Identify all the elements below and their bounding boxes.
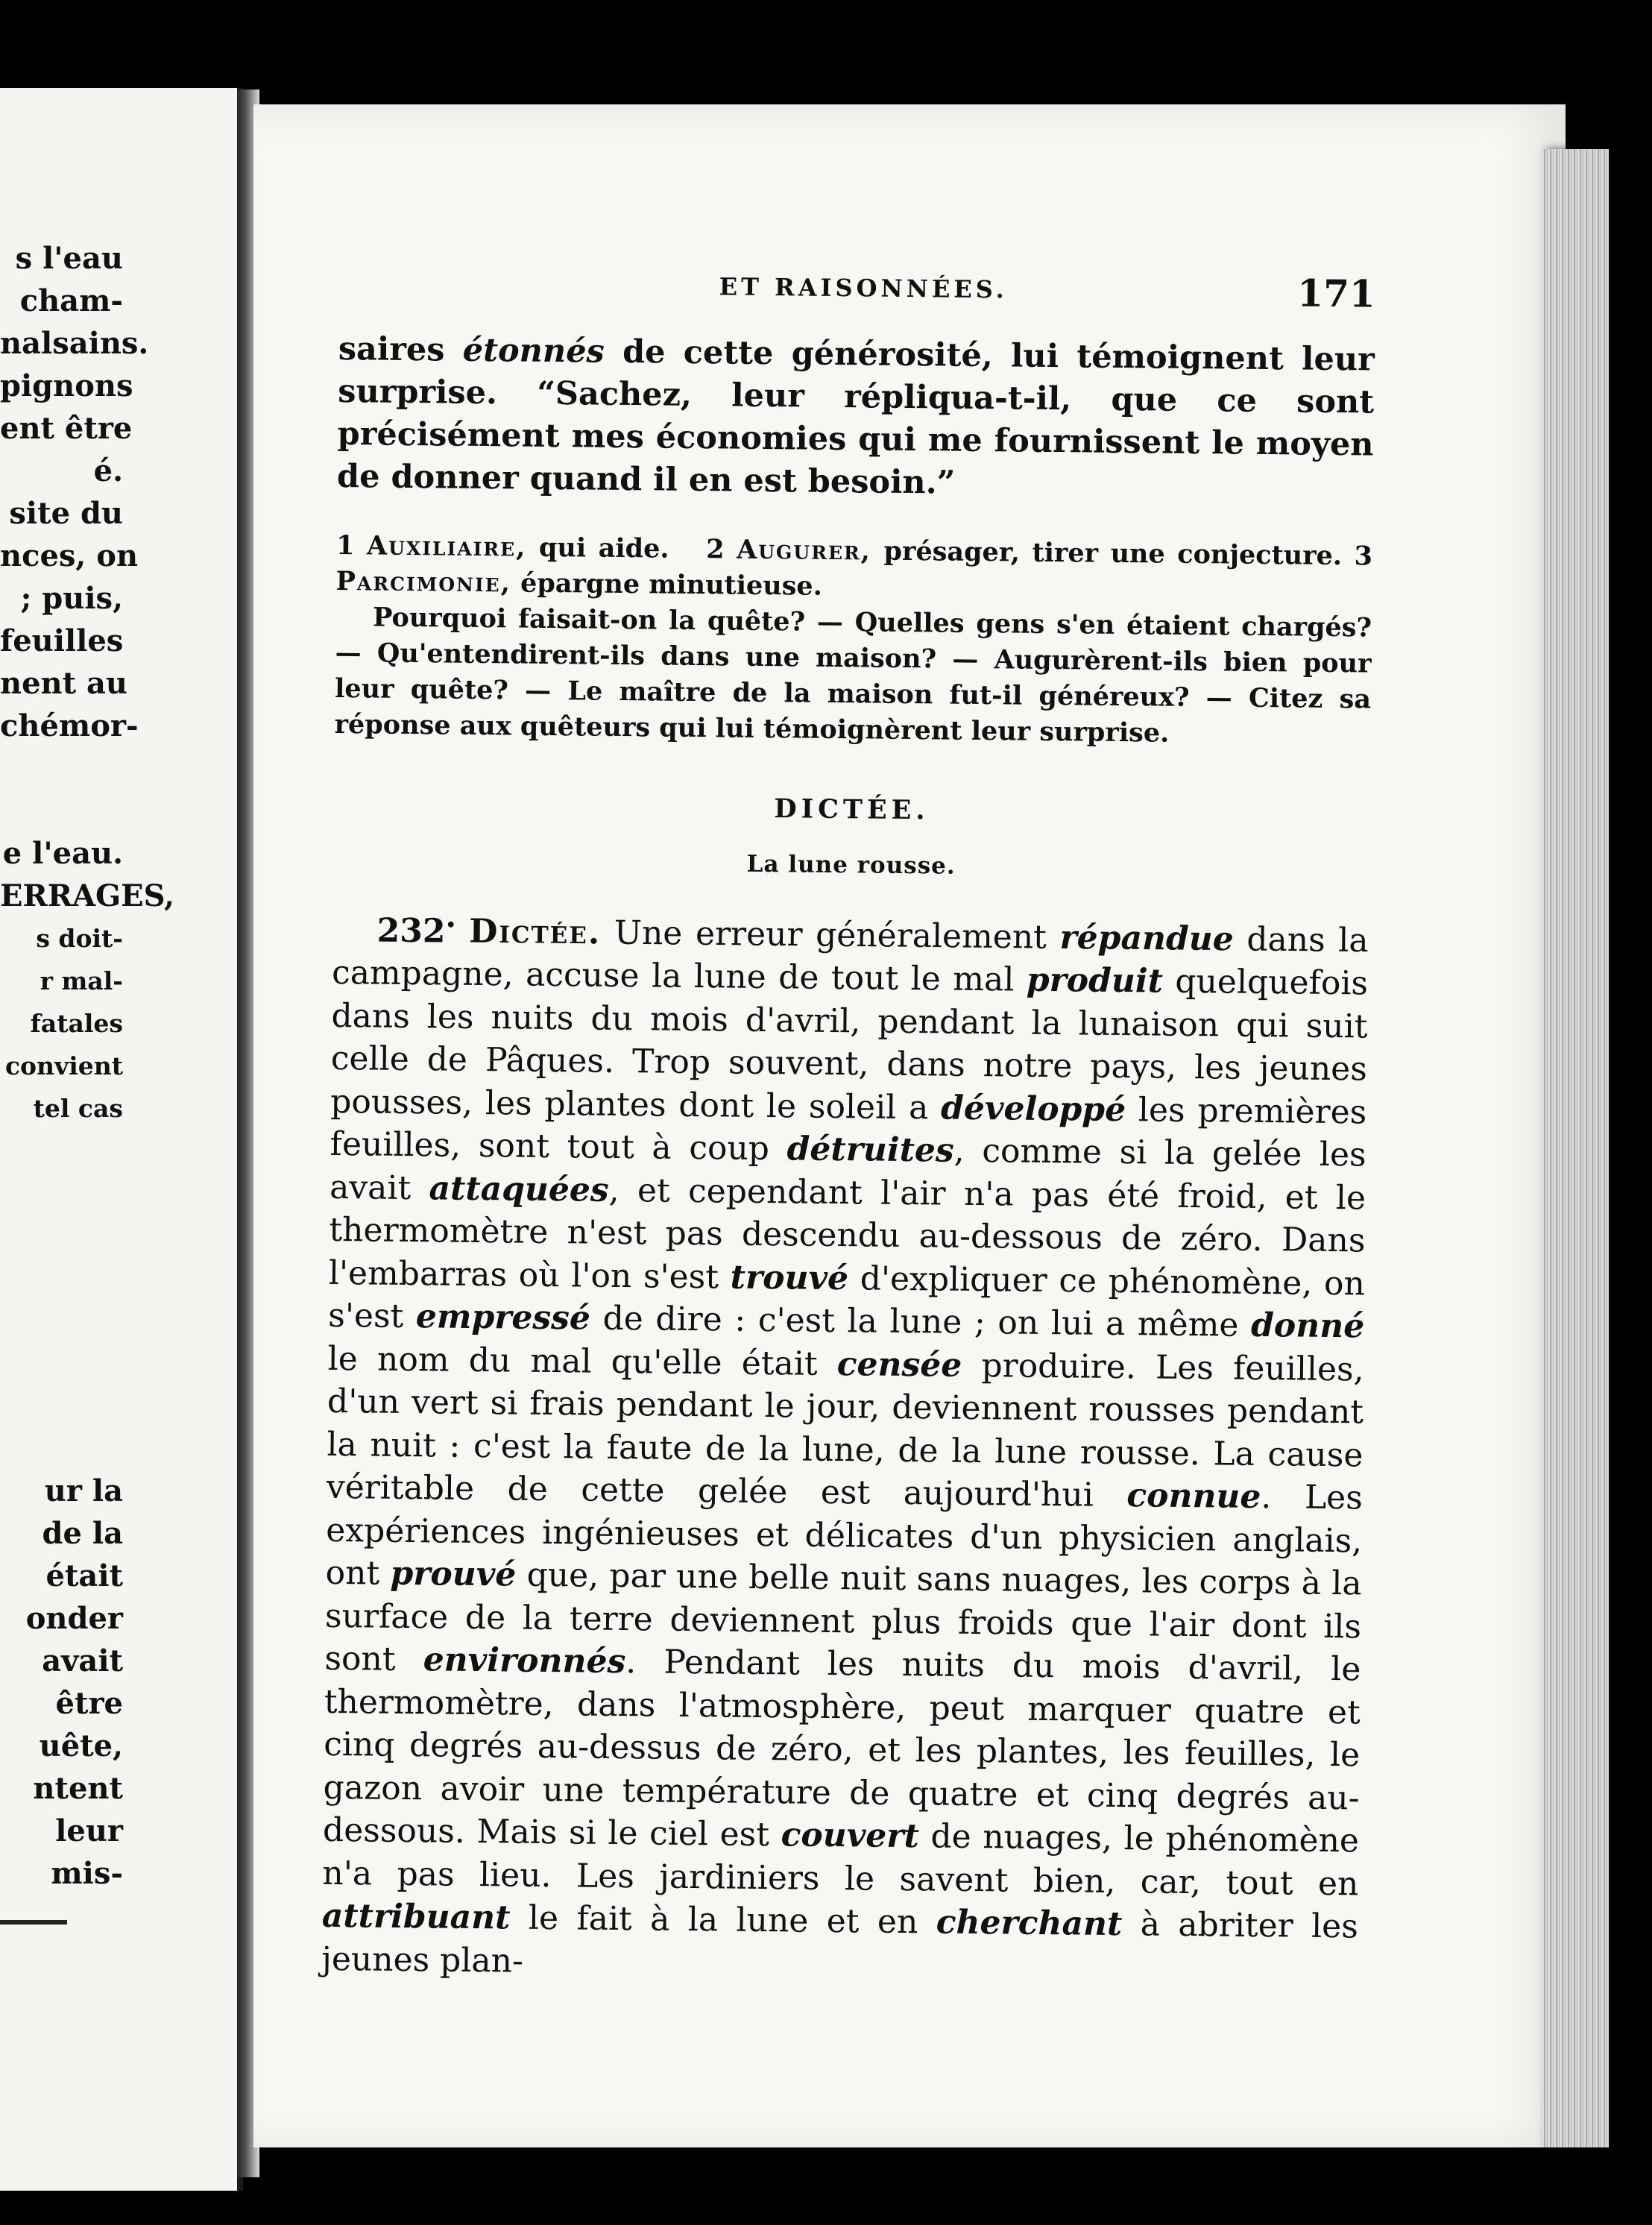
left-page-line: ; puis, xyxy=(20,581,123,616)
left-page-line: convient xyxy=(4,1051,123,1080)
exercise-number-value: 232 xyxy=(376,911,446,951)
left-page-line: cham- xyxy=(19,283,123,318)
intro-text-1: saires xyxy=(338,330,464,369)
footnote-term: Auxiliaire, xyxy=(366,530,527,563)
intro-emphasis: étonnés xyxy=(462,331,605,371)
left-page-line: onder xyxy=(25,1601,123,1636)
exercise-label: Dictée. xyxy=(469,912,602,952)
italic-word: donné xyxy=(1250,1306,1365,1346)
italic-word: attaquées xyxy=(429,1168,609,1209)
left-page xyxy=(0,88,243,2191)
italic-word: développé xyxy=(940,1089,1126,1129)
italic-word: environnés xyxy=(423,1640,626,1681)
left-page-line: s l'eau xyxy=(15,241,123,276)
left-page-line: ntent xyxy=(33,1771,123,1806)
dictation-text-run: , comme si la gelée les avait xyxy=(329,1131,1366,1207)
dictation-text-run: de dire : c'est la lune ; on lui a même xyxy=(590,1299,1252,1345)
left-page-line: s doit- xyxy=(36,924,123,953)
left-page-line: é. xyxy=(93,453,123,488)
italic-word: attribuant xyxy=(321,1897,511,1937)
italic-word: connue xyxy=(1126,1476,1261,1517)
footnote-definition: qui aide. xyxy=(526,532,669,564)
italic-word: empressé xyxy=(415,1297,591,1338)
dictation-text-run: Une erreur généralement xyxy=(600,913,1060,957)
left-page-line: était xyxy=(45,1558,123,1593)
footnote-term: Parcimonie, xyxy=(335,565,512,599)
left-page-line: tel cas xyxy=(33,1094,123,1123)
dictation-text-run: d'expliquer ce phénomène, on s'est xyxy=(328,1259,1366,1336)
footnote-definition: épargne minutieuse. xyxy=(511,567,823,602)
page-content xyxy=(321,268,1375,1992)
left-page-line: r mal- xyxy=(40,966,123,995)
left-page-line: ent être xyxy=(0,411,133,446)
left-page-line: pignons xyxy=(0,368,133,403)
left-page-line: avait xyxy=(42,1643,123,1678)
footnote-number: 2 xyxy=(705,534,737,565)
left-page-line: feuilles xyxy=(0,623,124,658)
comprehension-questions: Pourquoi faisait-on la quête? — Quelles gens s'en étaient chargés? — Qu'entendirent-ils dans une maison? — Augurèrent-ils bien pour leur quête? — Le maître de la maison fut-il généreux? — Citez sa réponse aux quêteurs qui lui témoignèrent leur surprise. xyxy=(334,602,1372,749)
left-page-line: nalsains. xyxy=(0,326,149,361)
intro-paragraph xyxy=(337,328,1375,509)
italic-word: détruites xyxy=(786,1130,954,1170)
italic-word: répandue xyxy=(1059,918,1234,959)
italic-word: couvert xyxy=(781,1816,920,1856)
left-page-line: leur xyxy=(55,1813,123,1848)
dictation-paragraph xyxy=(321,903,1369,1992)
dictation-text-run: dans la campagne, accuse la lune de tout le mal xyxy=(331,920,1369,999)
dictation-text-run: les premières feuilles, sont tout à coup xyxy=(330,1090,1367,1168)
dictation-text-run: , et cependant l'air n'a pas été froid, et le thermomètre n'est pas descendu au-dessous de zéro. Dans l'embarras où l'on s'est xyxy=(328,1171,1366,1297)
footnotes xyxy=(334,528,1372,754)
dictation-text xyxy=(321,903,1369,1992)
running-title: ET RAISONNÉES. xyxy=(719,272,1009,304)
left-page-line: fatales xyxy=(30,1009,123,1038)
italic-word: censée xyxy=(836,1344,962,1385)
page-number: 171 xyxy=(1297,271,1376,316)
left-page-line: chémor- xyxy=(0,708,139,743)
dictation-text-run: de nuages, le phénomène n'a pas lieu. Les jardiniers le savent bien, car, tout en xyxy=(322,1817,1360,1904)
left-page-line: de la xyxy=(42,1516,123,1551)
dictation-text-run: . Pendant les nuits du mois d'avril, le thermomètre, dans l'atmosphère, peut marquer quatre et cinq degrés au-dessus de zéro, et les plantes, les feuilles, le gazon avoir une température de quatre et cinq degrés au-dessous. Mais si le ciel est xyxy=(322,1643,1361,1854)
left-page-line: mis- xyxy=(51,1856,123,1891)
exercise-number: 232• xyxy=(376,911,456,951)
left-page-rule xyxy=(0,1920,67,1925)
page-edges xyxy=(1542,149,1609,2147)
section-title: DICTÉE. xyxy=(774,793,930,826)
footnote-definition: présager, tirer une conjecture. xyxy=(871,535,1343,572)
italic-word: trouvé xyxy=(730,1258,849,1297)
italic-word: cherchant xyxy=(936,1903,1123,1944)
dictation-text-run: le nom du mal qu'elle était xyxy=(327,1339,838,1383)
dictation-text-run: . Les expériences ingénieuses et délicates d'un physicien anglais, ont xyxy=(325,1478,1363,1593)
dictation-text-run: que, par une belle nuit sans nuages, les corps à la surface de la terre deviennent plus froids que l'air dont ils sont xyxy=(324,1555,1362,1679)
intro-text-2: de cette générosité, lui témoignent leur surprise. “Sachez, leur répliqua-t-il, que ce sont précisément mes économies qui me fournissent le moyen de donner quand il en est besoin.” xyxy=(336,333,1375,502)
left-page-line: site du xyxy=(9,496,123,531)
dictation-text-run: quelquefois dans les nuits du mois d'avril, pendant la lunaison qui suit celle de Pâques. Trop souvent, dans notre pays, les jeunes pousses, les plantes dont le soleil a xyxy=(330,962,1369,1127)
left-page-line: nent au xyxy=(0,666,128,701)
left-page-line: ERRAGES, xyxy=(0,878,175,913)
italic-word: produit xyxy=(1026,960,1164,1001)
left-page-line: ur la xyxy=(44,1473,123,1508)
dictation-text-run: le fait à la lune et en xyxy=(510,1898,937,1942)
footnote-line xyxy=(335,528,1372,611)
left-page-line: être xyxy=(55,1686,123,1721)
left-page-line: nces, on xyxy=(0,538,139,573)
dictation-text-run: à abriter les jeunes plan- xyxy=(321,1905,1359,1980)
dictation-text-run: produire. Les feuilles, d'un vert si frais pendant le jour, deviennent rousses pendant la nuit : c'est la faute de la lune, de la lune rousse. La cause véritable de cette gelée est aujourd'hui xyxy=(326,1346,1364,1515)
left-page-line: e l'eau. xyxy=(2,836,123,871)
footnote-number: 3 xyxy=(1354,541,1373,572)
italic-word: prouvé xyxy=(390,1554,517,1594)
footnote-term: Augurer, xyxy=(736,534,872,567)
section-subtitle: La lune rousse. xyxy=(746,850,956,880)
left-page-line: uête, xyxy=(39,1728,123,1763)
footnote-number: 1 xyxy=(335,529,368,561)
